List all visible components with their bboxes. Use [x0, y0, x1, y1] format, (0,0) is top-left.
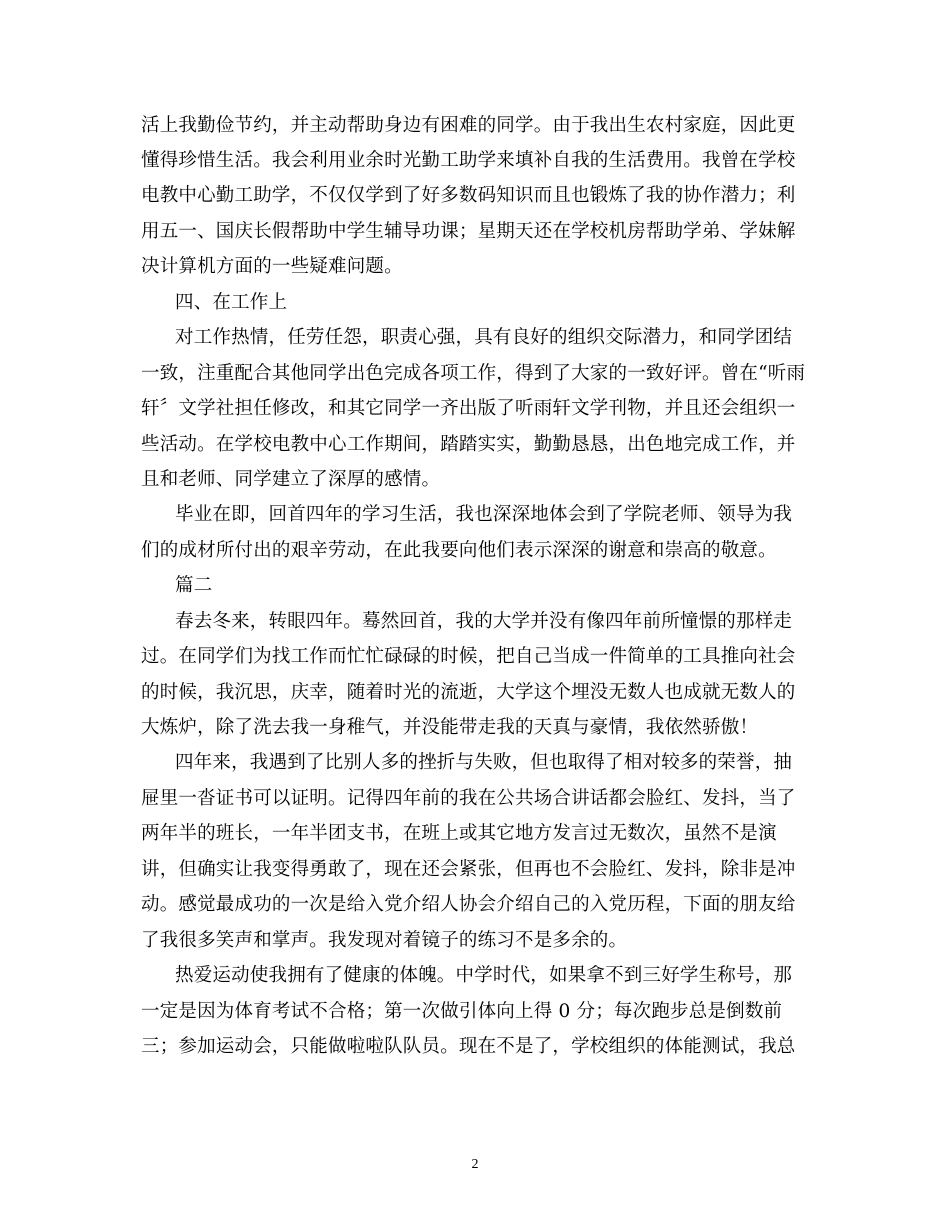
text-line: 动。感觉最成功的一次是给入党介绍人协会介绍自己的入党历程，下面的朋友给 — [141, 894, 796, 915]
text-line: 且和老师、同学建立了深厚的感情。 — [141, 469, 441, 490]
section-heading: 篇二 — [175, 575, 213, 596]
text-line: 一致，注重配合其他同学出色完成各项工作，得到了大家的一致好评。曾在“听雨 — [141, 363, 806, 384]
text-line: 用五一、国庆长假帮助中学生辅导功课；星期天还在学校机房帮助学弟、学妹解 — [141, 221, 796, 242]
text-line: 毕业在即，回首四年的学习生活，我也深深地体会到了学院老师、领导为我 — [175, 504, 793, 525]
text-line: 过。在同学们为找工作而忙忙碌碌的时候，把自己当成一件简单的工具推向社会 — [141, 646, 796, 667]
text-line: 决计算机方面的一些疑难问题。 — [141, 256, 403, 277]
section-heading: 四、在工作上 — [175, 292, 288, 313]
text-line: 大炼炉，除了洗去我一身稚气，并没能带走我的天真与豪情，我依然骄傲！ — [141, 717, 759, 738]
text-line: 电教中心勤工助学，不仅仅学到了好多数码知识而且也锻炼了我的协作潜力；利 — [141, 185, 796, 206]
text-line: 对工作热情，任劳任怨，职责心强，具有良好的组织交际潜力，和同学团结 — [175, 327, 793, 348]
text-line: 们的成材所付出的艰辛劳动，在此我要向他们表示深深的谢意和崇高的敬意。 — [141, 540, 777, 561]
text-line: 春去冬来，转眼四年。蓦然回首，我的大学并没有像四年前所憧憬的那样走 — [175, 611, 793, 632]
text-line: 两年半的班长，一年半团支书，在班上或其它地方发言过无数次，虽然不是演 — [141, 823, 777, 844]
text-line: 了我很多笑声和掌声。我发现对着镜子的练习不是多余的。 — [141, 930, 628, 951]
text-line: 轩〞文学社担任修改，和其它同学一齐出版了听雨轩文学刊物，并且还会组织一 — [141, 398, 796, 419]
text-line: 屉里一沓证书可以证明。记得四年前的我在公共场合讲话都会脸红、发抖，当了 — [141, 788, 796, 809]
text-line: 四年来，我遇到了比别人多的挫折与失败，但也取得了相对较多的荣誉，抽 — [175, 752, 793, 773]
text-line: 的时候，我沉思，庆幸，随着时光的流逝，大学这个埋没无数人也成就无数人的 — [141, 682, 796, 703]
text-line: 讲，但确实让我变得勇敢了，现在还会紧张，但再也不会脸红、发抖，除非是冲 — [141, 859, 796, 880]
text-line: 三；参加运动会，只能做啦啦队队员。现在不是了，学校组织的体能测试，我总 — [141, 1036, 796, 1057]
text-line: 热爱运动使我拥有了健康的体魄。中学时代，如果拿不到三好学生称号，那 — [175, 965, 793, 986]
text-line: 一定是因为体育考试不合格；第一次做引体向上得 0 分；每次跑步总是倒数前 — [141, 1001, 783, 1022]
text-line: 懂得珍惜生活。我会利用业余时光勤工助学来填补自我的生活费用。我曾在学校 — [141, 150, 796, 171]
page-number: 2 — [471, 1157, 479, 1172]
text-line: 些活动。在学校电教中心工作期间，踏踏实实，勤勤恳恳，出色地完成工作，并 — [141, 434, 796, 455]
text-line: 活上我勤俭节约，并主动帮助身边有困难的同学。由于我出生农村家庭，因此更 — [141, 115, 796, 136]
